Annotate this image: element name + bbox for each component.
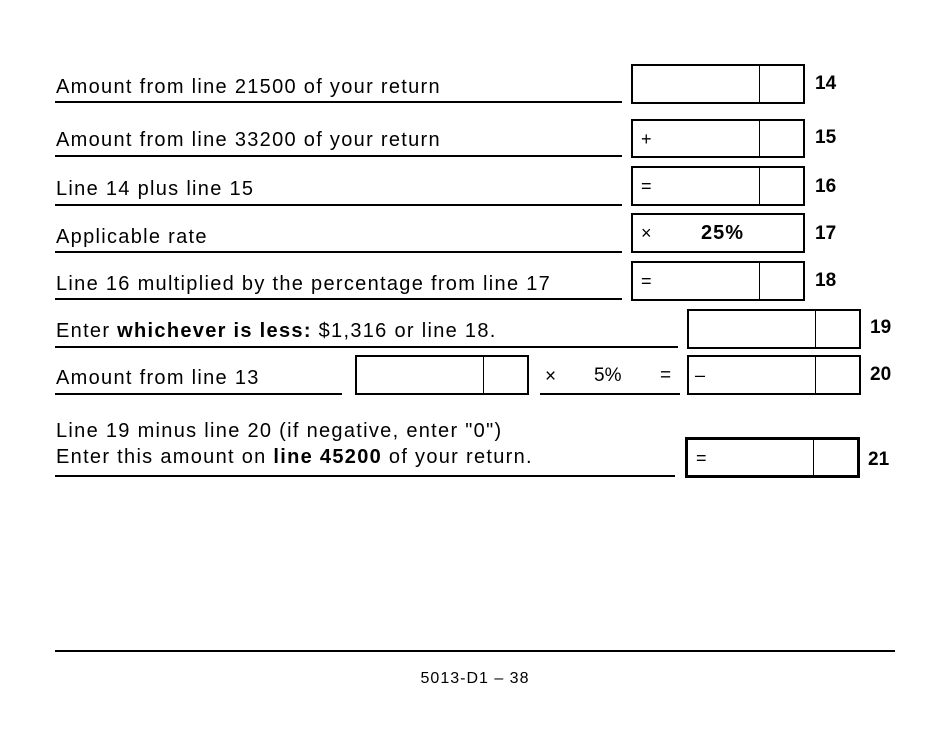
line-16-number: 16 xyxy=(815,176,837,197)
line-20-equals-symbol: = xyxy=(660,365,672,386)
line-21-label-line1: Line 19 minus line 20 (if negative, enter "0") xyxy=(56,420,503,442)
line-14-label: Amount from line 21500 of your return xyxy=(56,76,441,98)
equals-symbol: = xyxy=(641,176,652,196)
line-15-underline xyxy=(55,155,622,157)
line-16-underline xyxy=(55,204,622,206)
line-19-label-pre: Enter xyxy=(56,320,118,342)
line-18-number: 18 xyxy=(815,270,837,291)
line-21-label-line2 xyxy=(56,447,533,467)
line-15-label: Amount from line 33200 of your return xyxy=(56,129,441,151)
line-21-number: 21 xyxy=(868,449,890,470)
line-15-input[interactable] xyxy=(631,119,805,158)
line-15-cents[interactable] xyxy=(759,121,803,156)
line-19-underline xyxy=(55,346,678,348)
line-19-cents[interactable] xyxy=(815,311,859,347)
line-20-amount-cents[interactable] xyxy=(483,357,527,393)
line-19-input[interactable] xyxy=(687,309,861,349)
line-18-label: Line 16 multiplied by the percentage from line 17 xyxy=(56,273,552,295)
line-19-label xyxy=(56,321,497,341)
line-15-number: 15 xyxy=(815,127,837,148)
line-14-underline xyxy=(55,101,622,103)
line-20-multiply-symbol: × xyxy=(545,366,557,387)
form-code: 5013-D1 – 38 xyxy=(420,670,530,687)
line-21-label-pre: Enter this amount on xyxy=(56,446,274,468)
line-16-label: Line 14 plus line 15 xyxy=(56,178,255,200)
line-14-number: 14 xyxy=(815,73,837,94)
line-19-label-bold: whichever is less: xyxy=(117,320,312,342)
line-17-number: 17 xyxy=(815,223,837,244)
line-20-cents[interactable] xyxy=(815,357,859,393)
line-14-cents[interactable] xyxy=(759,66,803,102)
multiply-symbol: × xyxy=(641,223,652,243)
line-18-input[interactable] xyxy=(631,261,805,301)
line-21-input[interactable] xyxy=(685,437,860,478)
line-14-input[interactable] xyxy=(631,64,805,104)
footer-rule xyxy=(55,650,895,652)
line-18-underline xyxy=(55,298,622,300)
line-20-label: Amount from line 13 xyxy=(56,367,260,389)
line-20-number: 20 xyxy=(870,364,892,385)
plus-symbol: + xyxy=(641,128,652,149)
equals-symbol: = xyxy=(696,447,707,468)
line-17-rate: 25% xyxy=(701,222,745,244)
line-17-underline xyxy=(55,251,622,253)
line-19-label-post: $1,316 or line 18. xyxy=(311,320,497,342)
line-18-cents[interactable] xyxy=(759,263,803,299)
line-16-cents[interactable] xyxy=(759,168,803,204)
line-20-rate: 5% xyxy=(594,365,622,386)
line-17-label: Applicable rate xyxy=(56,226,208,248)
line-20-underline xyxy=(55,393,342,395)
line-20-rate-underline xyxy=(540,393,680,395)
minus-symbol: – xyxy=(695,365,706,385)
line-17-rate-box xyxy=(631,213,805,253)
line-20-amount-input[interactable] xyxy=(355,355,529,395)
line-21-underline xyxy=(55,475,675,477)
equals-symbol: = xyxy=(641,271,652,291)
line-21-cents[interactable] xyxy=(813,440,857,475)
line-21-label-post: of your return. xyxy=(382,446,533,468)
line-21-label-bold: line 45200 xyxy=(273,446,383,468)
line-20-result-input[interactable] xyxy=(687,355,861,395)
line-19-number: 19 xyxy=(870,317,892,338)
line-16-input[interactable] xyxy=(631,166,805,206)
